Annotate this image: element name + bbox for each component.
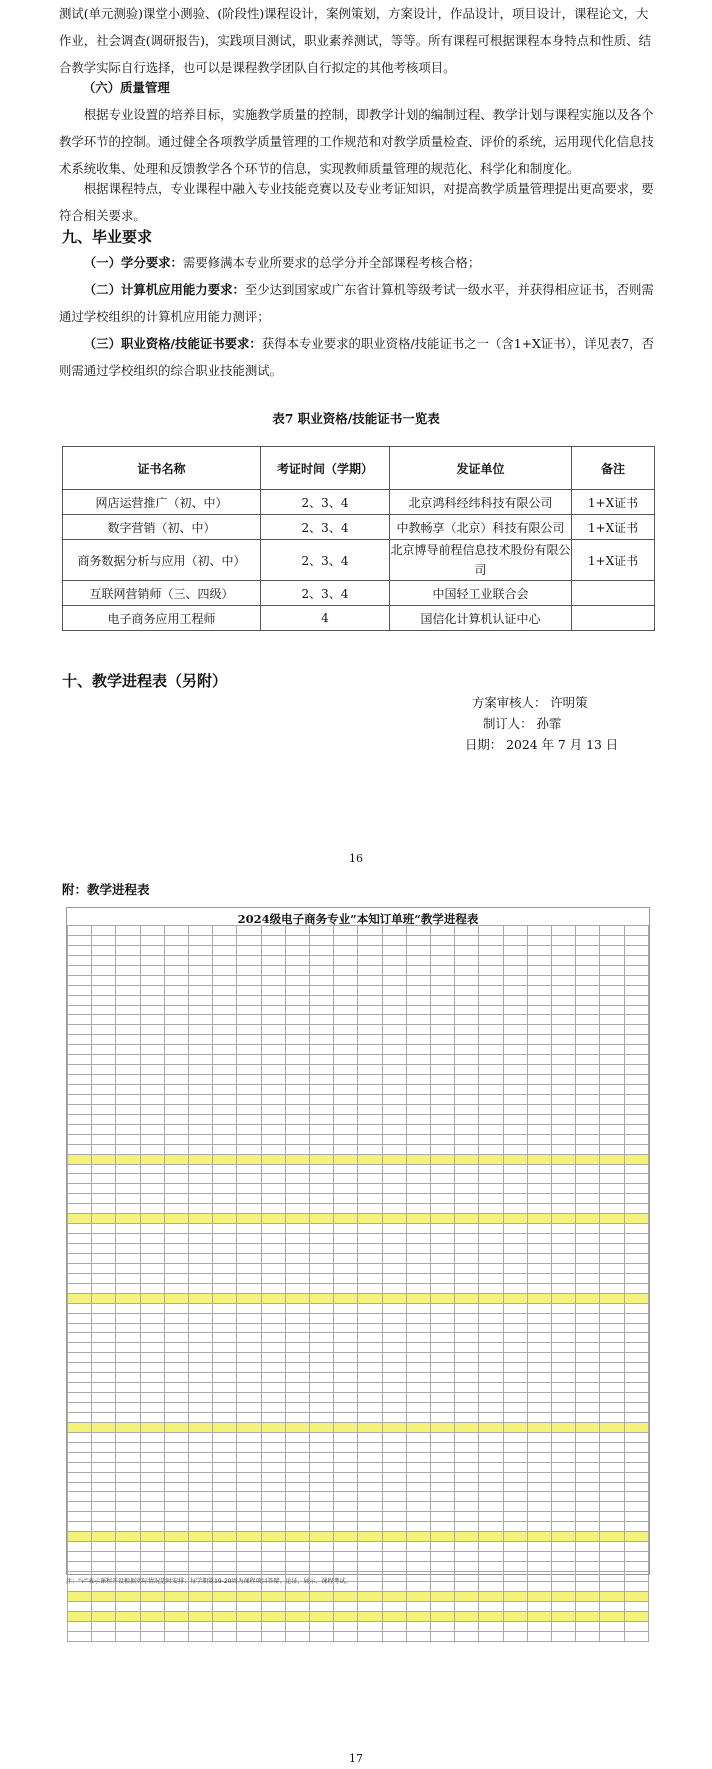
schedule-grid-row [68, 1075, 649, 1085]
schedule-grid-row [68, 1214, 649, 1224]
schedule-grid-row [68, 975, 649, 985]
schedule-grid-table [67, 925, 649, 1642]
table-row [63, 540, 655, 581]
schedule-grid-row [68, 1422, 649, 1432]
schedule-grid-row [68, 1452, 649, 1462]
cert-note: 1+X证书 [572, 540, 655, 581]
schedule-grid-row [68, 1462, 649, 1472]
schedule-grid-row [68, 1532, 649, 1542]
schedule-grid-row [68, 1373, 649, 1383]
schedule-grid-row [68, 926, 649, 936]
schedule-grid-row [68, 1542, 649, 1552]
cert-issuer: 中国轻工业联合会 [390, 581, 572, 606]
schedule-grid-row [68, 1442, 649, 1452]
schedule-grid-row [68, 1293, 649, 1303]
cert-term: 2、3、4 [261, 581, 390, 606]
schedule-grid-row [68, 1055, 649, 1065]
sheet-note: 注：“√”表示课程开设根据实际情况适时安排；每学期第19-20周为课程项目答辩、论证、展示、课程考试。 [66, 1578, 352, 1585]
schedule-grid-row [68, 1025, 649, 1035]
cert-name: 电子商务应用工程师 [63, 606, 261, 631]
schedule-grid-row [68, 1005, 649, 1015]
schedule-heading: 十、教学进程表（另附） [62, 672, 228, 690]
quality-heading: （六）质量管理 [83, 80, 170, 95]
schedule-grid-row [68, 1244, 649, 1254]
schedule-grid-row [68, 1094, 649, 1104]
schedule-grid-row [68, 1313, 649, 1323]
schedule-grid-row [68, 1562, 649, 1572]
schedule-grid-row [68, 1045, 649, 1055]
page-number: 17 [349, 1752, 363, 1765]
cert-term: 4 [261, 606, 390, 631]
table-row [63, 606, 655, 631]
schedule-grid-row [68, 1253, 649, 1263]
schedule-grid-row [68, 1343, 649, 1353]
schedule-grid-row [68, 1621, 649, 1631]
schedule-grid-row [68, 1502, 649, 1512]
sheet-grid [67, 925, 649, 1574]
schedule-grid-row [68, 1611, 649, 1621]
cert-name: 互联网营销师（三、四级） [63, 581, 261, 606]
cert-table-caption: 表7 职业资格/技能证书一览表 [272, 411, 440, 426]
schedule-grid-row [68, 1124, 649, 1134]
header-note: 备注 [572, 447, 655, 490]
quality-paragraph-2: 根据课程特点，专业课程中融入专业技能竞赛以及专业考证知识，对提高教学质量管理提出更高要求，要符合相关要求。 [59, 181, 654, 223]
cert-issuer: 国信化计算机认证中心 [390, 606, 572, 631]
schedule-grid-row [68, 1263, 649, 1273]
cert-name: 数字营销（初、中） [63, 515, 261, 540]
schedule-grid-row [68, 1432, 649, 1442]
schedule-grid-row [68, 1164, 649, 1174]
schedule-grid-row [68, 1333, 649, 1343]
schedule-grid-row [68, 1144, 649, 1154]
schedule-grid-row [68, 935, 649, 945]
schedule-grid-row [68, 955, 649, 965]
graduation-req-3 [59, 330, 655, 384]
schedule-grid-row [68, 1194, 649, 1204]
schedule-grid-row [68, 1224, 649, 1234]
page-number: 16 [349, 852, 363, 865]
header-cert-name: 证书名称 [63, 447, 261, 490]
table-row [63, 515, 655, 540]
cert-term: 2、3、4 [261, 540, 390, 581]
req3-text: 获得本专业要求的职业资格/技能证书之一（含1+X证书），详见表7，否则需通过学校组织的综合职业技能测试。 [59, 336, 655, 378]
schedule-grid-row [68, 1085, 649, 1095]
schedule-grid-row [68, 1393, 649, 1403]
cert-name: 商务数据分析与应用（初、中） [63, 540, 261, 581]
schedule-grid-row [68, 1403, 649, 1413]
schedule-grid-row [68, 1552, 649, 1562]
signature-reviewer: 方案审核人： 许明策 [472, 695, 588, 710]
schedule-grid-row [68, 1184, 649, 1194]
schedule-grid-row [68, 1522, 649, 1532]
schedule-grid-row [68, 1015, 649, 1025]
schedule-grid-row [68, 1174, 649, 1184]
schedule-grid-row [68, 1412, 649, 1422]
schedule-grid-row [68, 1273, 649, 1283]
cert-issuer: 北京鸿科经纬科技有限公司 [390, 490, 572, 515]
schedule-grid-row [68, 1492, 649, 1502]
schedule-grid-row [68, 1283, 649, 1293]
schedule-grid-row [68, 1512, 649, 1522]
quality-paragraph-1: 根据专业设置的培养目标，实施教学质量的控制，即教学计划的编制过程、教学计划与课程实施以及各个教学环节的控制。通过健全各项教学质量管理的工作规范和对教学质量检查、评价的系统，运用现代化信息技术系统收集、处理和反馈教学各个环节的信息，实现教师质量管理的规范化、科学化和制度化。 [59, 107, 654, 176]
header-issuer: 发证单位 [390, 447, 572, 490]
schedule-grid-row [68, 1035, 649, 1045]
schedule-grid-row [68, 1134, 649, 1144]
schedule-grid-row [68, 985, 649, 995]
cert-name: 网店运营推广（初、中） [63, 490, 261, 515]
table-row [63, 581, 655, 606]
req1-text: 需要修满本专业所要求的总学分并全部课程考核合格； [182, 255, 481, 270]
cert-table-header [63, 447, 655, 490]
schedule-grid-row [68, 1383, 649, 1393]
schedule-grid-row [68, 965, 649, 975]
schedule-grid-row [68, 1601, 649, 1611]
table-row [63, 490, 655, 515]
schedule-grid-row [68, 945, 649, 955]
cert-note [572, 581, 655, 606]
intro-paragraph: 测试(单元测验)课堂小测验、(阶段性)课程设计，案例策划，方案设计，作品设计，项目设计，课程论文，大作业，社会调查(调研报告)，实践项目测试，职业素养测试，等等。所有课程可根据课程本身特点和性质、结合教学实际自行选择，也可以是课程教学团队自行拟定的其他考核项目。 [59, 6, 652, 75]
cert-issuer: 北京博导前程信息技术股份有限公司 [390, 540, 572, 581]
header-term: 考证时间（学期） [261, 447, 390, 490]
schedule-grid-row [68, 1353, 649, 1363]
sheet-title: 2024级电子商务专业”本知订单班“教学进程表 [237, 912, 479, 926]
schedule-grid-row [68, 1114, 649, 1124]
schedule-grid-row [68, 1591, 649, 1601]
cert-table [62, 446, 655, 631]
schedule-grid-row [68, 1472, 649, 1482]
cert-term: 2、3、4 [261, 490, 390, 515]
schedule-grid-row [68, 1631, 649, 1641]
cert-issuer: 中教畅享（北京）科技有限公司 [390, 515, 572, 540]
schedule-grid-row [68, 1104, 649, 1114]
appendix-label: 附：教学进程表 [62, 882, 150, 897]
req1-title: （一）学分要求： [83, 255, 183, 270]
schedule-grid-row [68, 1363, 649, 1373]
req2-title: （二）计算机应用能力要求： [83, 282, 245, 297]
graduation-req-1 [59, 249, 655, 276]
graduation-req-2 [59, 276, 655, 330]
schedule-grid-row [68, 1323, 649, 1333]
req3-title: （三）职业资格/技能证书要求： [83, 336, 262, 351]
schedule-grid-row [68, 1065, 649, 1075]
cert-note [572, 606, 655, 631]
signature-author: 制订人： 孙霏 [483, 716, 562, 731]
schedule-grid-row [68, 1303, 649, 1313]
schedule-grid-row [68, 1204, 649, 1214]
schedule-grid-row [68, 1154, 649, 1164]
schedule-sheet [66, 907, 650, 1575]
schedule-grid-row [68, 995, 649, 1005]
schedule-grid-row [68, 1234, 649, 1244]
cert-note: 1+X证书 [572, 490, 655, 515]
req2-text: 至少达到国家或广东省计算机等级考试一级水平，并获得相应证书，否则需通过学校组织的计算机应用能力测评； [59, 282, 654, 324]
schedule-grid-row [68, 1482, 649, 1492]
signature-date: 日期： 2024 年 7 月 13 日 [465, 737, 619, 752]
cert-note: 1+X证书 [572, 515, 655, 540]
cert-term: 2、3、4 [261, 515, 390, 540]
graduation-heading: 九、毕业要求 [62, 228, 153, 246]
